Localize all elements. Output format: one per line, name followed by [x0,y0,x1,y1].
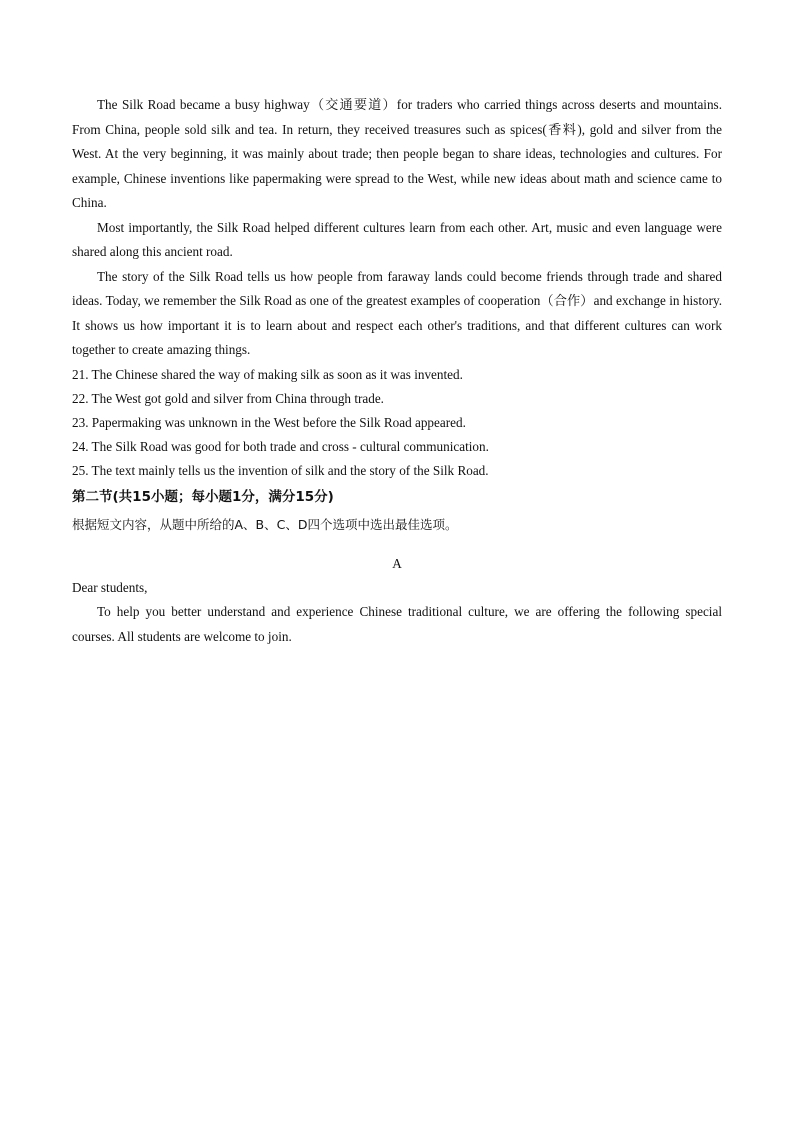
section-2-title: 第二节(共15小题；每小题1分，满分15分) [72,488,334,505]
statement-list [72,363,722,484]
section-2-instruction: 根据短文内容，从题中所给的A、B、C、D四个选项中选出最佳选项。 [72,516,458,532]
passage-a-label: A [392,555,402,571]
passage-paragraph-3: The story of the Silk Road tells us how people from faraway lands could become friends through trade and shared ideas. Today, we remember the Silk Road as one of the greatest examples of cooperation（合作）and exchange in history. It shows us how important it is to learn about and respect each other's traditions, and that different cultures can work together to create amazing things. [72,268,722,357]
passage-paragraph-2: Most importantly, the Silk Road helped different cultures learn from each other. Art, music and even language were shared along this ancient road. [72,219,722,259]
document-page [72,93,722,649]
statement-23: 23. Papermaking was unknown in the West before the Silk Road appeared. [72,414,466,430]
statement-24: 24. The Silk Road was good for both trade and cross - cultural communication. [72,439,489,455]
passage-paragraph-1: The Silk Road became a busy highway（交通要道）for traders who carried things across deserts and mountains. From China, people sold silk and tea. In return, they received treasures such as spices(香料), gold and silver from the West. At the very beginning, it was mainly about trade; then people began to share ideas, technologies and cultures. For example, Chinese inventions like papermaking were spread to the West, while new ideas about math and science came to China. [72,97,722,210]
statement-21: 21. The Chinese shared the way of making silk as soon as it was invented. [72,366,463,382]
passage-a-greeting: Dear students, [72,579,148,595]
silk-road-passage [72,93,722,363]
statement-25: 25. The text mainly tells us the invention of silk and the story of the Silk Road. [72,463,489,479]
passage-a-body: To help you better understand and experience Chinese traditional culture, we are offering the following special courses. All students are welcome to join. [72,604,722,644]
statement-22: 22. The West got gold and silver from China through trade. [72,390,384,406]
